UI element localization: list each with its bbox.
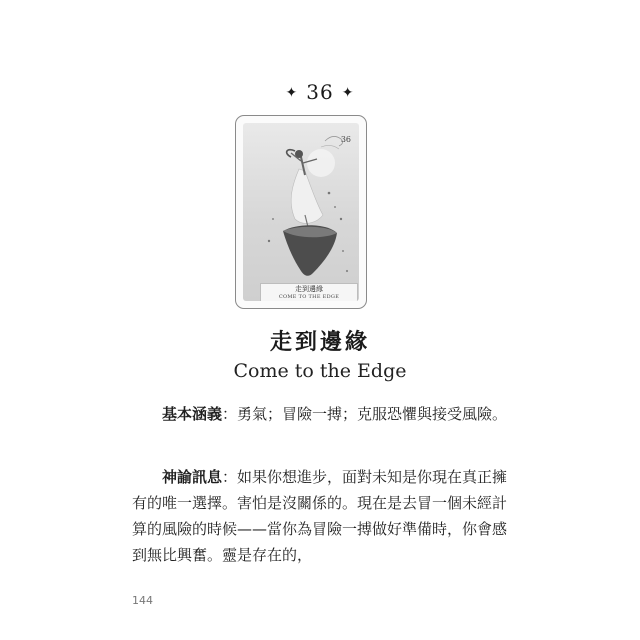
paragraph-lead: 神諭訊息 [162,468,223,486]
card-title-en: COME TO THE EDGE [278,294,340,300]
oracle-card-image [235,115,367,309]
card-title-english: Come to the Edge [233,360,407,382]
oracle-message-paragraph [132,464,512,568]
star-ornament-icon: ✦ [285,85,299,101]
card-mini-number: 36 [340,135,351,144]
paragraph-text: ：勇氣；冒險一搏；克服恐懼與接受風險。 [222,405,508,423]
card-title-zh: 走到邊緣 [295,285,323,293]
page-number: 144 [132,594,153,607]
paragraph-lead: 基本涵義 [162,405,223,423]
card-number-heading [0,80,640,104]
card-artwork [243,123,359,301]
card-title-chinese: 走到邊緣 [269,329,370,355]
woman-on-floating-rock-illustration [243,123,359,301]
basic-meaning-paragraph [132,401,512,427]
star-ornament-icon: ✦ [341,85,355,101]
card-title-plaque [260,283,358,301]
card-number-text: 36 [306,80,334,104]
paragraph-text: ：如果你想進步，面對未知是你現在真正擁有的唯一選擇。害怕是沒關係的。現在是去冒一個未經計算的風險的時候——當你為冒險一搏做好準備時，你會感到無比興奮。靈是存在的， [132,468,508,564]
